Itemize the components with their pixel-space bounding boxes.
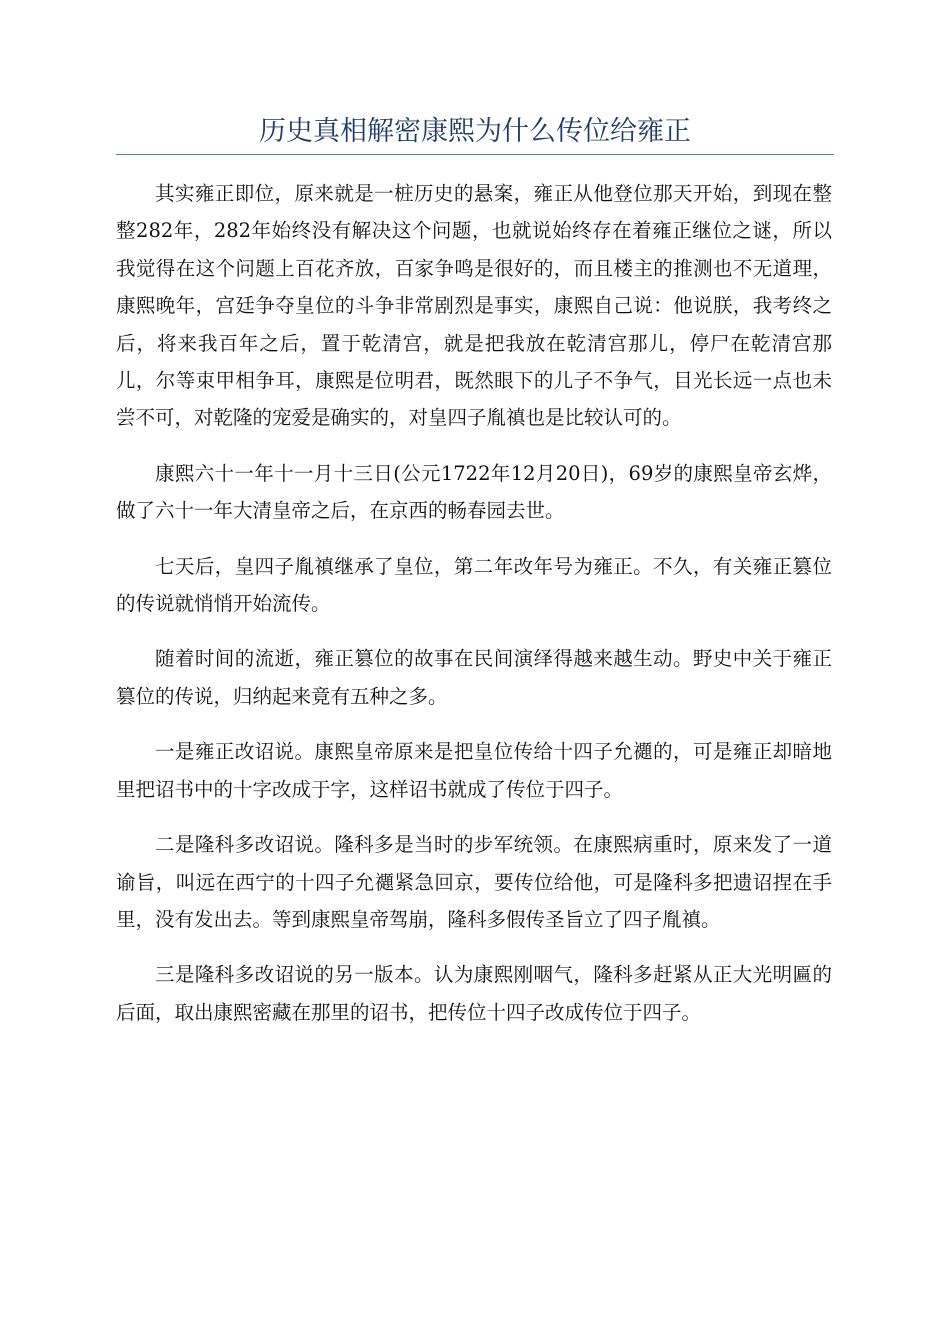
paragraph-3: 七天后，皇四子胤禛继承了皇位，第二年改年号为雍正。不久，有关雍正篡位的传说就悄悄开始流传。: [116, 554, 832, 616]
paragraph-4: 随着时间的流逝，雍正篡位的故事在民间演绎得越来越生动。野史中关于雍正篡位的传说，归纳起来竟有五种之多。: [116, 647, 832, 708]
document-title: 历史真相解密康熙为什么传位给雍正: [259, 116, 691, 147]
paragraph-6: 二是隆科多改诏说。隆科多是当时的步军统领。在康熙病重时，原来发了一道谕旨，叫远在西宁的十四子允禵紧急回京，要传位给他，可是隆科多把遗诏捏在手里，没有发出去。等到康熙皇帝驾崩，隆科多假传圣旨立了四子胤禛。: [116, 833, 832, 931]
paragraph-1: 其实雍正即位，原来就是一桩历史的悬案，雍正从他登位那天开始，到现在整整282年，282年始终没有解决这个问题，也就说始终存在着雍正继位之谜，所以我觉得在这个问题上百花齐放，百家争鸣是很好的，而且楼主的推测也不无道理，康熙晚年，宫廷争夺皇位的斗争非常剧烈是事实，康熙自己说：他说朕，我考终之后，将来我百年之后，置于乾清宫，就是把我放在乾清宫那儿，停尸在乾清宫那儿，尔等束甲相争耳，康熙是位明君，既然眼下的儿子不争气，目光长远一点也未尝不可，对乾隆的宠爱是确实的，对皇四子胤禛也是比较认可的。: [116, 182, 832, 430]
paragraph-5: 一是雍正改诏说。康熙皇帝原来是把皇位传给十四子允禵的，可是雍正却暗地里把诏书中的十字改成于字，这样诏书就成了传位于四子。: [116, 740, 832, 801]
paragraph-7: 三是隆科多改诏说的另一版本。认为康熙刚咽气，隆科多赶紧从正大光明匾的后面，取出康熙密藏在那里的诏书，把传位十四子改成传位于四子。: [116, 963, 832, 1024]
document-body: [116, 175, 832, 1049]
paragraph-2: 康熙六十一年十一月十三日(公元1722年12月20日)，69岁的康熙皇帝玄烨，做了六十一年大清皇帝之后，在京西的畅春园去世。: [116, 461, 832, 523]
title-underline: [116, 154, 834, 155]
